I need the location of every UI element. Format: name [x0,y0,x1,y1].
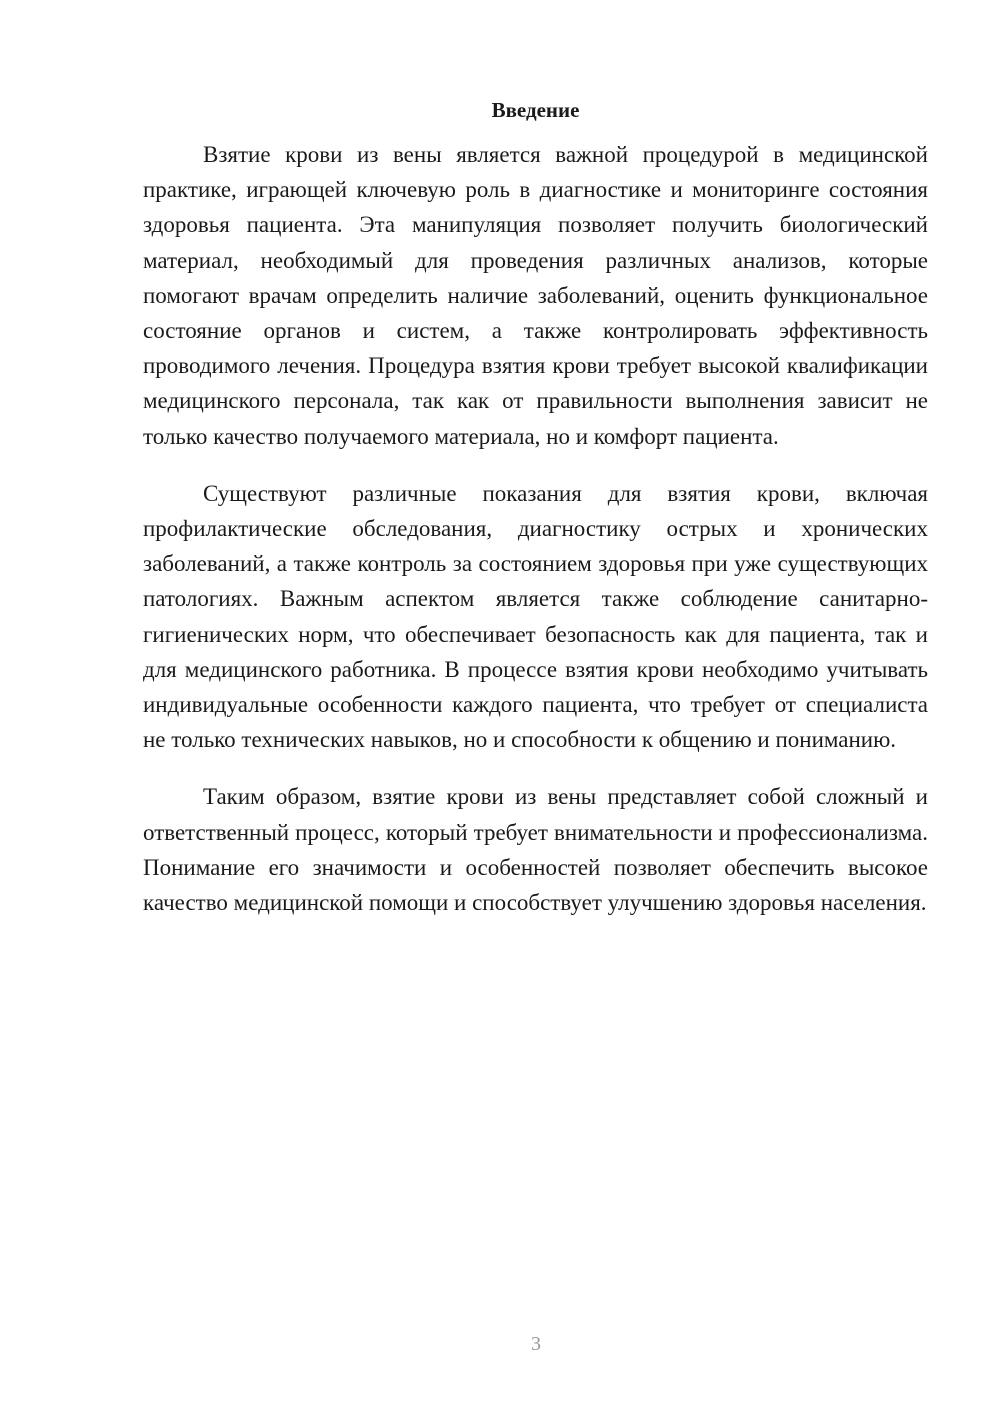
page-number: 3 [531,1333,541,1355]
paragraph-2: Существуют различные показания для взятия крови, включая профилактические обследования, диагностику острых и хронических заболеваний, а также контроль за состоянием здоровья при уже существующих патологиях. Важным аспектом является также соблюдение санитарно-гигиенических норм, что обеспечивает безопасность как для пациента, так и для медицинского работника. В процессе взятия крови необходимо учитывать индивидуальные особенности каждого пациента, что требует от специалиста не только технических навыков, но и способности к общению и пониманию. [143,480,928,753]
page-content [143,95,928,920]
section-title: Введение [491,98,580,122]
paragraph-3: Таким образом, взятие крови из вены представляет собой сложный и ответственный процесс, который требует внимательности и профессионализма. Понимание его значимости и особенностей позволяет обеспечить высокое качество медицинской помощи и способствует улучшению здоровья населения. [143,784,928,916]
paragraph-1: Взятие крови из вены является важной процедурой в медицинской практике, играющей ключевую роль в диагностике и мониторинге состояния здоровья пациента. Эта манипуляция позволяет получить биологический материал, необходимый для проведения различных анализов, которые помогают врачам определить наличие заболеваний, оценить функциональное состояние органов и систем, а также контролировать эффективность проводимого лечения. Процедура взятия крови требует высокой квалификации медицинского персонала, так как от правильности выполнения зависит не только качество получаемого материала, но и комфорт пациента. [143,142,928,449]
